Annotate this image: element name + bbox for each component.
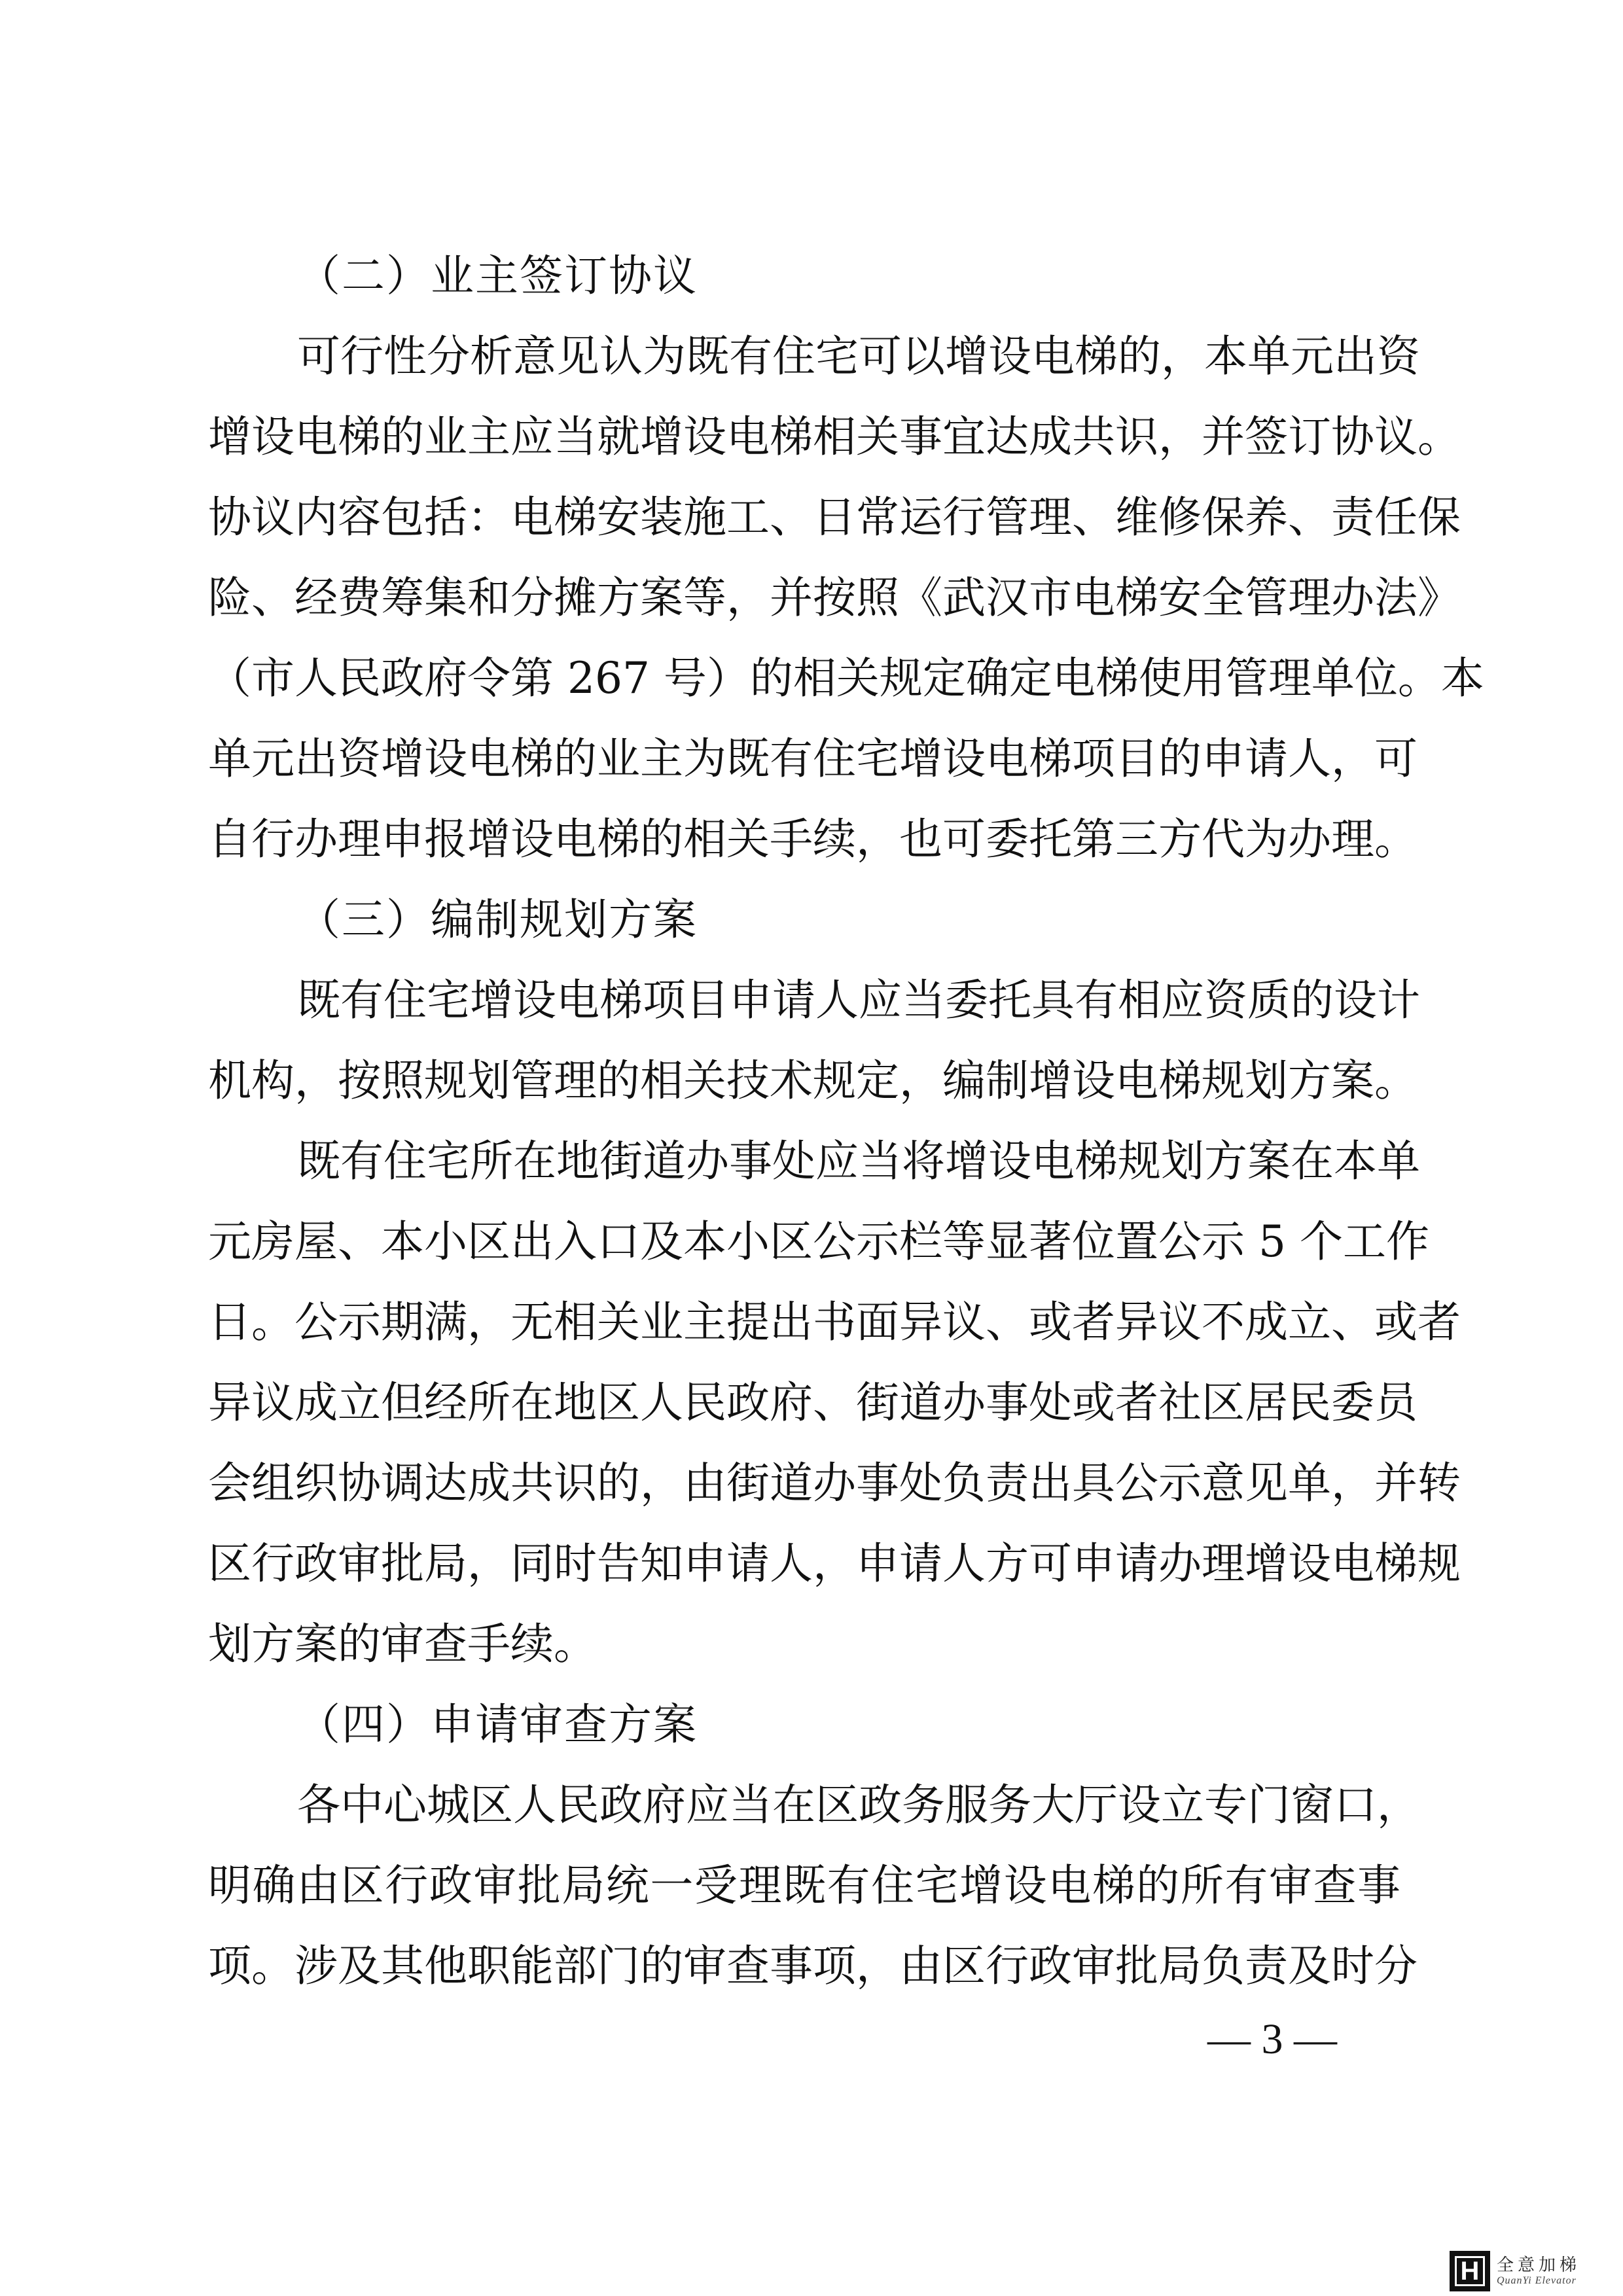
page-number: — 3 — <box>1207 2015 1337 2063</box>
text-line: 区行政审批局，同时告知申请人，申请人方可申请办理增设电梯规 <box>208 1538 1461 1589</box>
text-line: 协议内容包括：电梯安装施工、日常运行管理、维修保养、责任保 <box>208 492 1461 542</box>
section-heading-3: （三）编制规划方案 <box>297 894 698 945</box>
text-line: 元房屋、本小区出入口及本小区公示栏等显著位置公示 5 个工作 <box>208 1216 1429 1267</box>
text-line: 可行性分析意见认为既有住宅可以增设电梯的，本单元出资 <box>297 331 1420 381</box>
text-line: 险、经费筹集和分摊方案等，并按照《武汉市电梯安全管理办法》 <box>208 573 1461 623</box>
text-line: 自行办理申报增设电梯的相关手续，也可委托第三方代为办理。 <box>208 814 1418 864</box>
text-line: 划方案的审查手续。 <box>208 1619 597 1669</box>
logo-name-cn: 全意加梯 <box>1497 2255 1581 2275</box>
text-line: 明确由区行政审批局统一受理既有住宅增设电梯的所有审查事 <box>208 1860 1400 1911</box>
text-line: 既有住宅增设电梯项目申请人应当委托具有相应资质的设计 <box>297 975 1420 1025</box>
section-heading-2: （二）业主签订协议 <box>297 251 698 301</box>
text-line: （市人民政府令第 267 号）的相关规定确定电梯使用管理单位。本 <box>208 653 1484 703</box>
text-line: 机构，按照规划管理的相关技术规定，编制增设电梯规划方案。 <box>208 1055 1418 1106</box>
document-body <box>208 236 1484 2006</box>
logo-mark-icon: H <box>1450 2251 1490 2291</box>
text-line: 项。涉及其他职能部门的审查事项，由区行政审批局负责及时分 <box>208 1941 1418 1991</box>
text-line: 会组织协调达成共识的，由街道办事处负责出具公示意见单，并转 <box>208 1458 1461 1508</box>
logo-text <box>1497 2255 1580 2287</box>
text-line: 各中心城区人民政府应当在区政务服务大厅设立专门窗口， <box>297 1780 1420 1830</box>
text-line: 既有住宅所在地街道办事处应当将增设电梯规划方案在本单 <box>297 1136 1420 1186</box>
text-line: 单元出资增设电梯的业主为既有住宅增设电梯项目的申请人，可 <box>208 733 1418 784</box>
brand-logo <box>1450 2250 1607 2293</box>
section-heading-4: （四）申请审查方案 <box>297 1699 698 1750</box>
logo-name-en: QuanYi Elevator <box>1497 2275 1577 2286</box>
text-line: 异议成立但经所在地区人民政府、街道办事处或者社区居民委员 <box>208 1377 1418 1428</box>
text-line: 增设电梯的业主应当就增设电梯相关事宜达成共识，并签订协议。 <box>208 412 1461 462</box>
text-line: 日。公示期满，无相关业主提出书面异议、或者异议不成立、或者 <box>208 1297 1461 1347</box>
